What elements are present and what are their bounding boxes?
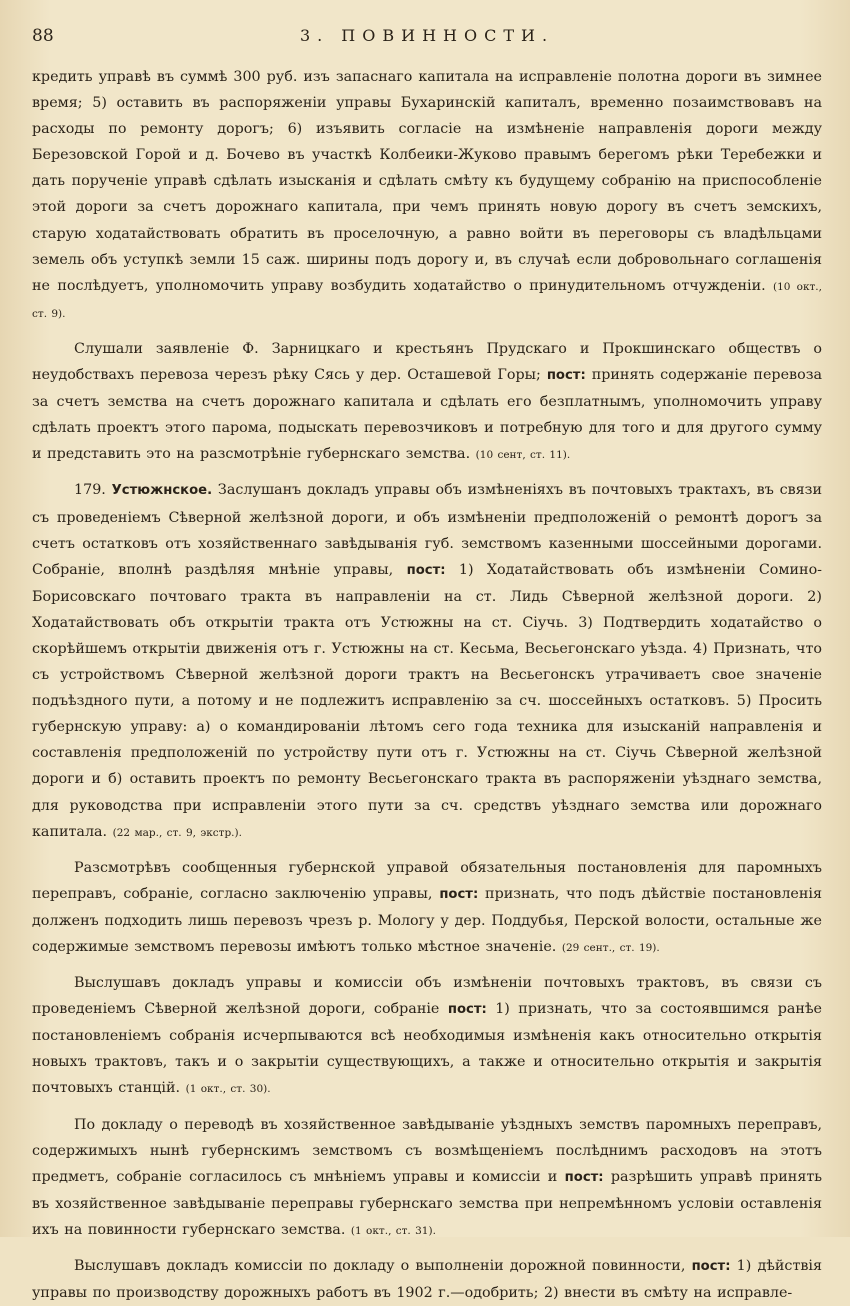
district-heading: Устюжнское. bbox=[111, 483, 213, 499]
running-title: 3. ПОВИННОСТИ. bbox=[299, 26, 555, 45]
resolution-marker: пост: bbox=[447, 1002, 487, 1018]
paragraph-zarnitsky-ferry: Слушали заявленіе Ф. Зарницкаго и крестьянъ Прудскаго и Прокшинскаго обществъ о неудобствахъ перевоза черезъ рѣку Сясь у дер. Осташевой Горы; пост: принять содержаніе перевоза за счетъ земства на счетъ дорожнаго капитала и сдѣлать его безплатнымъ, уполномочить управу сдѣлать проектъ этого парома, подыскать перевозчиковъ и потребную для того и для другого сумму и представить это на разсмотрѣніе губернскаго земства. (10 сент, ст. 11). bbox=[32, 340, 823, 463]
paragraph-postal-tracts: Выслушавъ докладъ управы и комиссіи объ измѣненіи почтовыхъ трактовъ, въ связи съ проведеніемъ Сѣверной желѣзной дороги, собраніе пост: 1) признать, что за состоявшимся ранѣе постановленіемъ собранія исчерпываются всѣ необходимыя измѣненія какъ относительно открытія новыхъ трактовъ, такъ и о закрытіи существующихъ, а также и относительно открытія и закрытія почтовыхъ станцій. (1 окт., ст. 30). bbox=[32, 975, 823, 1097]
page-number: 88 bbox=[32, 26, 54, 46]
resolution-marker: пост: bbox=[546, 368, 586, 384]
paragraph-continuation: кредить управѣ въ суммѣ 300 руб. изъ запаснаго капитала на исправленіе полотна дороги въ зимнее время; 5) оставить въ распоряженіи управы Бухаринскій капиталъ, временно позаимствовавъ на расходы по ремонту дорогъ; 6) изъявить согласіе на измѣненіе направленія дороги между Березовской Горой и д. Бочево въ участкѣ Колбеики-Жуково правымъ берегомъ рѣки Теребежки и дать порученіе управѣ сдѣлать изысканія и сдѣлать смѣту къ будущему собранію на приспособленіе этой дороги за счетъ дорожнаго капитала, при чемъ принять новую дорогу въ счетъ земскихъ, старую ходатайствовать обратить въ проселочную, а равно войти въ переговоры съ владѣльцами земель объ уступкѣ земли 15 саж. ширины подъ дорогу и, въ случаѣ если добровольнаго соглашенія не послѣдуетъ, уполномочить управу возбудить ходатайство о принудительномъ отчужденіи. (10 окт., ст. 9). bbox=[32, 69, 822, 320]
resolution-marker: пост: bbox=[564, 1169, 604, 1185]
source-reference: (1 окт., ст. 30). bbox=[185, 1083, 271, 1096]
page-header bbox=[32, 26, 822, 60]
paragraph-ustyuzhna: 179. Устюжнское. Заслушанъ докладъ управы объ измѣненіяхъ въ почтовыхъ трактахъ, въ связи съ проведеніемъ Сѣверной желѣзной дороги, и объ измѣненіи предположеній о ремонтѣ дорогъ за счетъ остатковъ отъ хозяйственнаго завѣдыванія губ. земствомъ казенными шоссейными дорогами. Собраніе, вполнѣ раздѣляя мнѣніе управы, пост: 1) Ходатайствовать объ измѣненіи Сомино-Борисовскаго почтоваго тракта въ направленіи на ст. Лидь Сѣверной желѣзной дороги. 2) Ходатайствовать объ открытіи тракта отъ Устюжны на ст. Сіучь. 3) Подтвердить ходатайство о скорѣйшемъ открытіи движенія отъ г. Устюжны на ст. Кесьма, Весьегонскаго уѣзда. 4) Признать, что съ устройствомъ Сѣверной желѣзной дороги трактъ на Весьегонскъ утрачиваетъ свое значеніе подъѣздного пути, а потому и не подлежитъ исправленію за сч. шоссейныхъ остатковъ. 5) Просить губернскую управу: а) о командированіи лѣтомъ сего года техника для изысканій направленія и составленія предположеній по устройству пути отъ г. Устюжны на ст. Сіучь Сѣверной желѣзной дороги и б) оставить проектъ по ремонту Весьегонскаго тракта въ распоряженіи уѣзднаго земства, для руководства при исправленіи этого пути за сч. средствъ уѣзднаго земства или дорожнаго капитала. (22 мар., ст. 9, экстр.). bbox=[32, 482, 823, 840]
resolution-marker: пост: bbox=[691, 1259, 731, 1275]
source-reference: (10 сент, ст. 11). bbox=[475, 449, 571, 462]
resolution-marker: пост: bbox=[406, 562, 446, 578]
source-reference: (22 мар., ст. 9, экстр.). bbox=[112, 826, 242, 839]
source-reference: (10 окт., ст. 9). bbox=[32, 280, 822, 320]
resolution-marker: пост: bbox=[439, 886, 479, 902]
source-reference: (1 окт., ст. 31). bbox=[350, 1224, 436, 1237]
paragraph-ferry-transfer: По докладу о переводѣ въ хозяйственное завѣдываніе уѣздныхъ земствъ паромныхъ переправъ, содержимыхъ нынѣ губернскимъ земствомъ съ возмѣщеніемъ послѣднимъ расходовъ на этотъ предметъ, собраніе согласилось съ мнѣніемъ управы и комиссіи и пост: разрѣшить управѣ принять въ хозяйственное завѣдываніе переправы губернскаго земства при непремѣнномъ условіи оставленія ихъ на повинности губернскаго земства. (1 окт., ст. 31). bbox=[32, 1116, 823, 1238]
paragraph-road-duty: Выслушавъ докладъ комиссіи по докладу о выполненіи дорожной повинности, пост: 1) дѣйствія управы по производству дорожныхъ работъ въ 1902 г.—одобрить; 2) внести въ смѣту на исправле- bbox=[32, 1258, 822, 1302]
paragraph-ferry-regulations: Разсмотрѣвъ сообщенныя губернской управой обязательныя постановленія для паромныхъ переправъ, собраніе, согласно заключенію управы, пост: признать, что подъ дѣйствіе постановленія долженъ подходить лишь перевозъ чрезъ р. Мологу у дер. Поддубья, Перской волости, остальные же содержимые земствомъ перевозы имѣютъ только мѣстное значеніе. (29 сент., ст. 19). bbox=[32, 859, 823, 955]
source-reference: (29 сент., ст. 19). bbox=[561, 942, 660, 954]
entry-number: 179. bbox=[74, 482, 106, 499]
